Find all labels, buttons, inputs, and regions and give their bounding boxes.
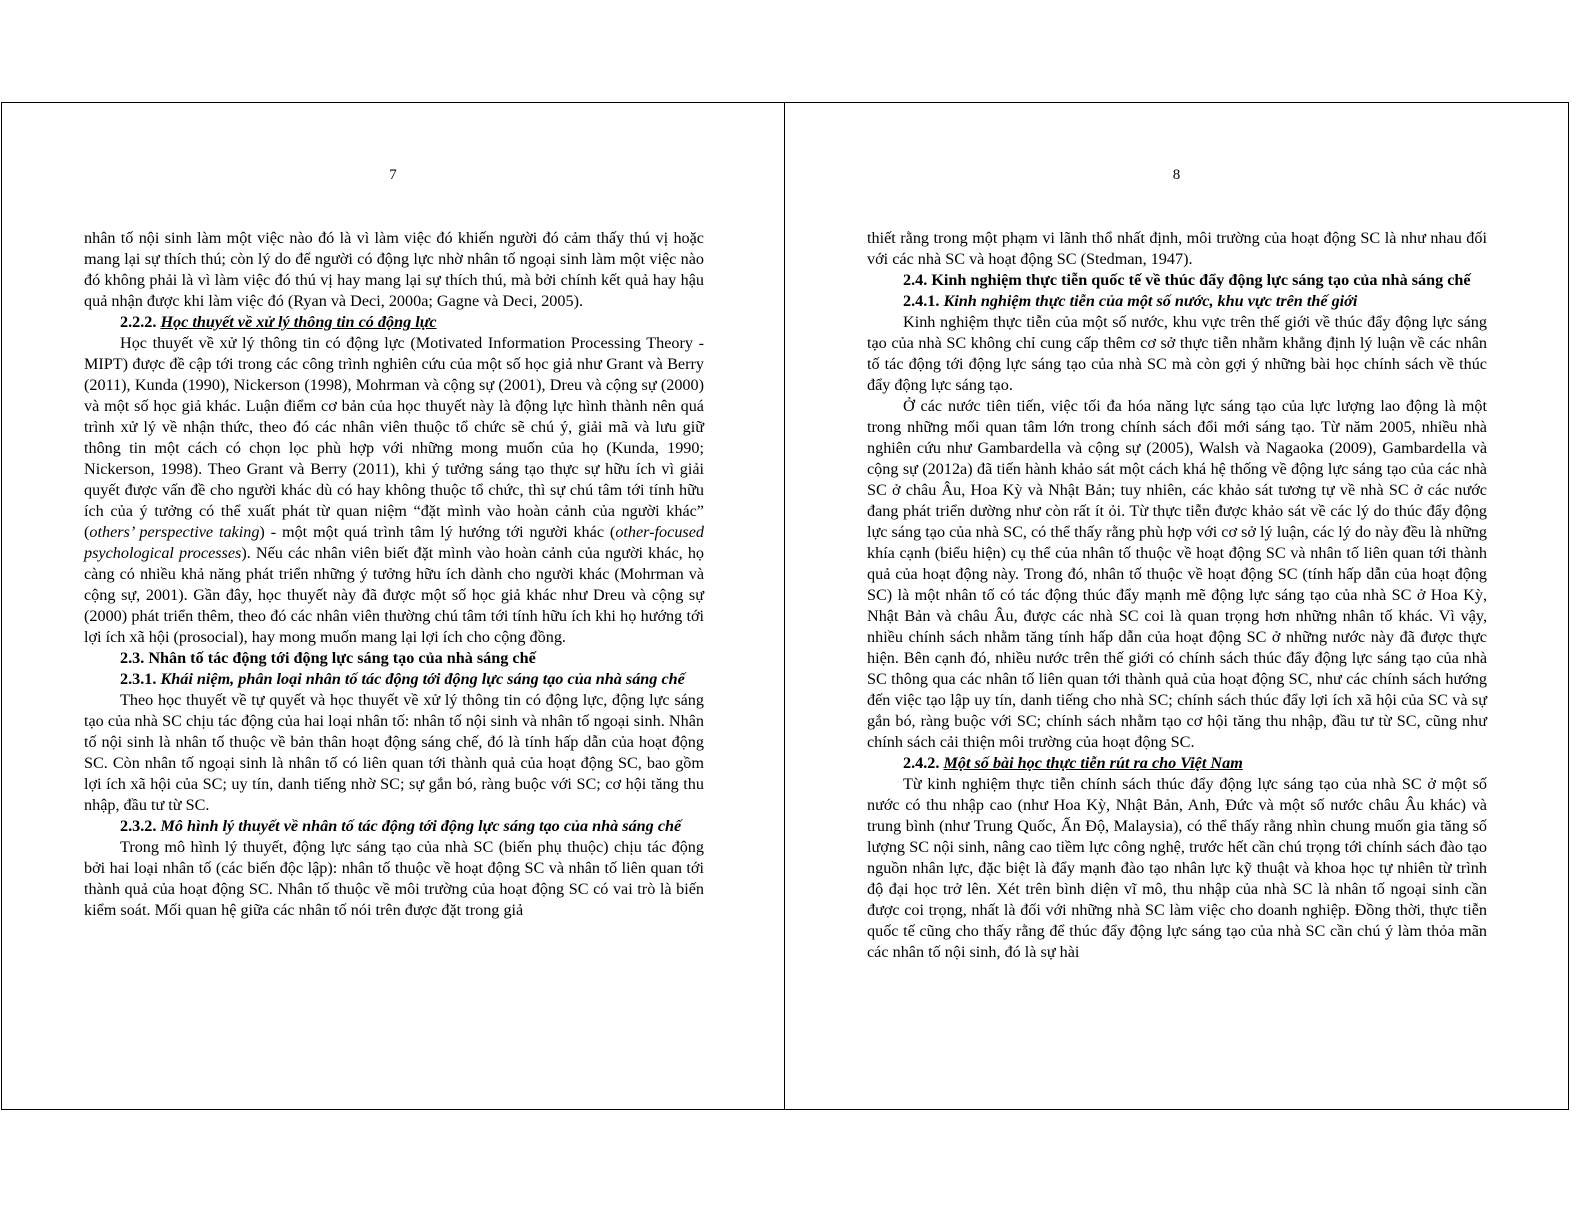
section-number: 2.4.1. [903,292,940,310]
italic-term: other-focused psychological processes [84,523,704,562]
page-left [2,103,785,1109]
italic-term: others’ perspective taking [89,523,260,541]
section-number: 2.2.2. [120,313,157,331]
paragraph: Kinh nghiệm thực tiễn của một số nước, khu vực trên thế giới về thúc đẩy động lực sáng tạo của nhà SC không chỉ cung cấp thêm cơ sở thực tiễn nhằm khẳng định lý luận về các nhân tố tác động tới động lực sáng tạo của nhà SC mà còn gợi ý những bài học chính sách về thúc đẩy động lực sáng tạo. [867,313,1487,394]
page-number: 8 [1172,167,1181,183]
section-heading-2-3: 2.3. Nhân tố tác động tới động lực sáng tạo của nhà sáng chế [120,649,536,667]
section-title: Mô hình lý thuyết về nhân tố tác động tới động lực sáng tạo của nhà sáng chế [160,817,682,835]
section-number: 2.4.2. [903,754,940,772]
paragraph: nhân tố nội sinh làm một việc nào đó là vì làm việc đó khiến người đó cảm thấy thú vị hoặc mang lại sự thích thú; còn lý do để người có động lực nhờ nhân tố ngoại sinh làm một việc nào đó không phải là vì làm việc đó thú vị hay mang lại sự thích thú, mà bởi chính kết quả hay hậu quả nhận được khi làm việc đó (Ryan và Deci, 2000a; Gagne và Deci, 2005). [84,229,704,310]
section-heading-2-4-1 [867,291,1487,312]
section-heading-2-4: 2.4. Kinh nghiệm thực tiễn quốc tế về thúc đẩy động lực sáng tạo của nhà sáng chế [903,271,1471,289]
document-spread [1,102,1569,1110]
section-title: Kinh nghiệm thực tiễn của một số nước, khu vực trên thế giới [943,292,1358,310]
page-content [867,228,1487,963]
paragraph [84,333,704,648]
section-number: 2.3.2. [120,817,157,835]
text-run: ) - một một quá trình tâm lý hướng tới người khác ( [259,523,616,541]
text-run: Học thuyết về xử lý thông tin có động lực (Motivated Information Processing Theory - MIPT) được đề cập tới trong các công trình nghiên cứu của một số học giả như Grant và Berry (2011), Kunda (1990), Nickerson (1998), Mohrman và cộng sự (2001), Dreu và cộng sự (2000) và một số học giả khác. Luận điểm cơ bản của học thuyết này là động lực hình thành nên quá trình xử lý về nhận thức, theo đó các nhân viên thuộc tổ chức sẽ chú ý, giải mã và lưu giữ thông tin một cách có chọn lọc phù hợp với những mong muốn của họ (Kunda, 1990; Nickerson, 1998). Theo Grant và Berry (2011), khi ý tưởng sáng tạo thực sự hữu ích vì giải quyết được vấn đề cho người khác dù có hay không thuộc tổ chức, thì sự chú tâm tới tính hữu ích của ý tưởng có thể xuất phát từ quan niệm “đặt mình vào hoàn cảnh của người khác” ( [84,334,704,541]
paragraph: thiết rằng trong một phạm vi lãnh thổ nhất định, môi trường của hoạt động SC là như nhau đối với các nhà SC và hoạt động SC (Stedman, 1947). [867,229,1487,268]
section-heading-2-3-2 [84,816,704,837]
section-number: 2.3.1. [120,670,157,688]
paragraph: Trong mô hình lý thuyết, động lực sáng tạo của nhà SC (biến phụ thuộc) chịu tác động bởi hai loại nhân tố (các biến độc lập): nhân tố thuộc về hoạt động SC và nhân tố liên quan tới thành quả của hoạt động SC. Nhân tố thuộc về môi trường của hoạt động SC có vai trò là biến kiểm soát. Mối quan hệ giữa các nhân tố nói trên được đặt trong giả [84,838,704,919]
page-number: 7 [389,167,397,183]
paragraph: Theo học thuyết về tự quyết và học thuyết về xử lý thông tin có động lực, động lực sáng tạo của nhà SC chịu tác động của hai loại nhân tố: nhân tố nội sinh và nhân tố ngoại sinh. Nhân tố nội sinh là nhân tố thuộc về bản thân hoạt động sáng chế, đó là tính hấp dẫn của hoạt động SC. Còn nhân tố ngoại sinh là nhân tố có liên quan tới thành quả của hoạt động SC, bao gồm lợi ích xã hội của SC; uy tín, danh tiếng nhờ SC; sự gắn bó, ràng buộc với SC; cơ hội tăng thu nhập, đầu tư từ SC. [84,691,704,814]
section-title: Học thuyết về xử lý thông tin có động lực [160,313,437,331]
section-title: Một số bài học thực tiễn rút ra cho Việt Nam [943,754,1243,772]
section-heading-2-2-2 [84,312,704,333]
text-run: ). Nếu các nhân viên biết đặt mình vào hoàn cảnh của người khác, họ càng có nhiều khả năng phát triển những ý tưởng hữu ích dành cho người khác (Mohrman và cộng sự, 2001). Gần đây, học thuyết này đã được một số học giả khác như Dreu và cộng sự (2000) phát triển thêm, theo đó các nhân viên thường chú tâm tới tính hữu ích khi họ hướng tới lợi ích xã hội (prosocial), hay mong muốn mang lại lợi ích cho cộng đồng. [84,544,705,646]
page-content [84,228,704,921]
section-title: Khái niệm, phân loại nhân tố tác động tới động lực sáng tạo của nhà sáng chế [160,670,685,688]
paragraph: Từ kinh nghiệm thực tiễn chính sách thúc đẩy động lực sáng tạo của nhà SC ở một số nước có thu nhập cao (như Hoa Kỳ, Nhật Bản, Anh, Đức và một số nước châu Âu khác) và trung bình (như Trung Quốc, Ấn Độ, Malaysia), có thể thấy rằng nhìn chung muốn gia tăng số lượng SC nội sinh, nâng cao tiềm lực công nghệ, trước hết cần chú trọng tới chính sách đào tạo nguồn nhân lực, đặc biệt là đẩy mạnh đào tạo nhân lực kỹ thuật và khoa học tự nhiên từ trình độ đại học trở lên. Xét trên bình diện vĩ mô, thu nhập của nhà SC là nhân tố ngoại sinh cần được coi trọng, nhất là đối với những nhà SC làm việc cho doanh nghiệp. Đồng thời, thực tiễn quốc tế cũng cho thấy rằng để thúc đẩy động lực sáng tạo của nhà SC cần chú ý làm thỏa mãn các nhân tố nội sinh, đó là sự hài [867,775,1487,961]
section-heading-2-4-2 [867,753,1487,774]
page-right [785,103,1568,1109]
section-heading-2-3-1 [84,669,704,690]
paragraph: Ở các nước tiên tiến, việc tối đa hóa năng lực sáng tạo của lực lượng lao động là một trong những mối quan tâm lớn trong chính sách đổi mới sáng tạo. Từ năm 2005, nhiều nhà nghiên cứu như Gambardella và cộng sự (2005), Walsh và Nagaoka (2009), Gambardella và cộng sự (2012a) đã tiến hành khảo sát một cách khá hệ thống về động lực sáng tạo của các nhà SC ở châu Âu, Hoa Kỳ và Nhật Bản; tuy nhiên, các khảo sát tương tự về nhà SC ở các nước đang phát triển dường như còn rất ít ỏi. Từ thực tiễn được khảo sát về các lý do thúc đẩy động lực sáng tạo của nhà SC, có thể thấy rằng phù hợp với cơ sở lý luận, các lý do này đều là những khía cạnh (biểu hiện) cụ thể của nhân tố thuộc về hoạt động SC và nhân tố liên quan tới thành quả của hoạt động này. Trong đó, nhân tố thuộc về hoạt động SC (tính hấp dẫn của hoạt động SC) là một nhân tố có tác động thúc đẩy mạnh mẽ động lực sáng tạo của nhà SC ở Hoa Kỳ, Nhật Bản và châu Âu, được các nhà SC coi là quan trọng hơn những nhân tố khác. Vì vậy, nhiều chính sách nhằm tăng tính hấp dẫn của hoạt động SC ở những nước này đã được thực hiện. Bên cạnh đó, nhiều nước trên thế giới có chính sách thúc đẩy động lực sáng tạo của nhà SC thông qua các nhân tố liên quan tới thành quả của hoạt động SC, như các chính sách hướng đến việc tạo lập uy tín, danh tiếng cho nhà SC; chính sách thúc đẩy lợi ích xã hội của SC và sự gắn bó, ràng buộc với SC; chính sách nhằm tạo cơ hội tăng thu nhập, đầu tư từ SC, cũng như chính sách cải thiện môi trường của hoạt động SC. [867,397,1487,751]
